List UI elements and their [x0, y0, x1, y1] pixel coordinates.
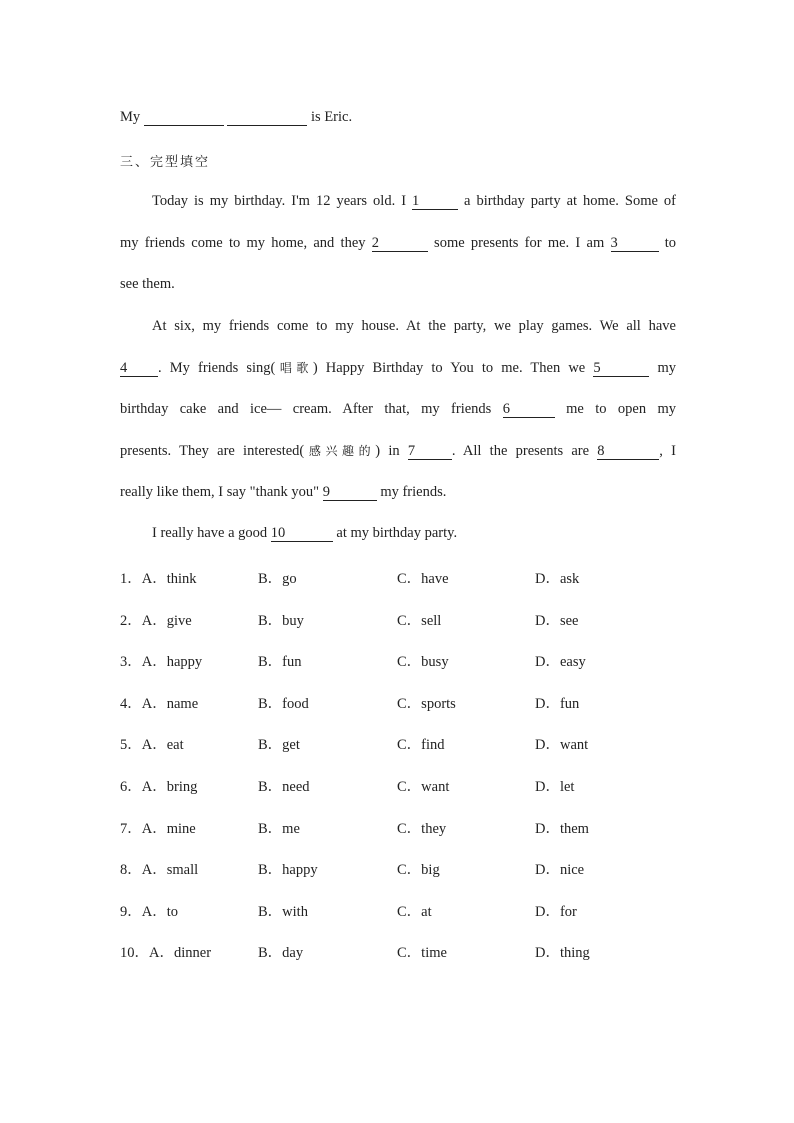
option-row — [120, 941, 680, 961]
option-c[interactable]: C．want — [397, 779, 450, 795]
option-row — [120, 775, 680, 795]
passage-line — [120, 276, 676, 293]
name-sentence — [120, 109, 352, 126]
option-text: give — [166, 613, 192, 629]
option-b[interactable]: B．get — [258, 737, 300, 753]
option-d[interactable]: D．for — [535, 904, 577, 920]
blank-line — [227, 110, 307, 126]
option-d[interactable]: D．them — [535, 821, 589, 837]
option-d[interactable]: D．want — [535, 737, 589, 753]
passage-text: presents. They are interested( — [120, 443, 305, 459]
option-row — [120, 609, 680, 629]
option-text: name — [166, 696, 199, 712]
option-b[interactable]: B．need — [258, 779, 310, 795]
blank-4: 4 — [120, 361, 158, 377]
question-number: 3．A． — [120, 654, 167, 670]
passage-text: , I — [659, 443, 676, 459]
question-number: 2．A． — [120, 613, 167, 629]
section-title: 三、完型填空 — [120, 155, 211, 170]
option-row — [120, 650, 680, 670]
option-row — [120, 733, 680, 753]
option-d[interactable]: D．thing — [535, 945, 590, 961]
passage-text: really like them, I say "thank you" — [120, 484, 320, 500]
option-a[interactable] — [120, 858, 198, 879]
chinese-gloss: 唱歌 — [275, 361, 313, 375]
question-number: 6．A． — [120, 779, 167, 795]
passage-text: a birthday party at home. Some of — [464, 193, 676, 209]
option-d[interactable]: D．easy — [535, 654, 586, 670]
option-row — [120, 900, 680, 920]
question-number: 1．A． — [120, 571, 167, 587]
option-b[interactable]: B．with — [258, 904, 308, 920]
question-number: 4．A． — [120, 696, 167, 712]
option-text: eat — [166, 737, 184, 753]
option-a[interactable] — [120, 650, 202, 671]
option-a[interactable] — [120, 733, 184, 754]
blank-8: 8 — [597, 444, 659, 460]
blank-10: 10 — [271, 526, 333, 542]
option-a[interactable] — [120, 900, 178, 921]
passage-text: to — [664, 235, 677, 251]
option-d[interactable]: D．ask — [535, 571, 580, 587]
passage-text: ) Happy Birthday to You to me. Then we — [312, 360, 586, 376]
option-row — [120, 567, 680, 587]
passage-line — [120, 484, 676, 501]
option-text: dinner — [173, 945, 212, 961]
option-b[interactable]: B．happy — [258, 862, 318, 878]
passage-text: At six, my friends come to my house. At the party, we play games. We all have — [152, 318, 676, 334]
option-c[interactable]: C．have — [397, 571, 449, 587]
option-text: think — [166, 571, 197, 587]
option-b[interactable]: B．go — [258, 571, 297, 587]
question-number: 7．A． — [120, 821, 167, 837]
passage-line — [120, 442, 676, 460]
passage-line — [120, 525, 676, 542]
option-a[interactable] — [120, 817, 196, 838]
option-d[interactable]: D．let — [535, 779, 575, 795]
blank-2: 2 — [372, 236, 428, 252]
chinese-gloss: 感兴趣的 — [304, 444, 376, 458]
option-d[interactable]: D．see — [535, 613, 579, 629]
passage-text: birthday cake and ice— cream. After that, my friends — [120, 401, 492, 417]
option-c[interactable]: C．at — [397, 904, 432, 920]
sentence-prefix: My — [120, 109, 141, 125]
option-text: mine — [166, 821, 196, 837]
option-c[interactable]: C．sell — [397, 613, 442, 629]
option-c[interactable]: C．busy — [397, 654, 449, 670]
blank-line — [144, 110, 224, 126]
option-row — [120, 817, 680, 837]
passage-line — [120, 193, 676, 210]
passage-text: me to open my — [566, 401, 676, 417]
option-c[interactable]: C．they — [397, 821, 447, 837]
passage-text: my friends come to my home, and they — [120, 235, 366, 251]
blank-3: 3 — [611, 236, 659, 252]
option-c[interactable]: C．sports — [397, 696, 456, 712]
passage-text: my — [657, 360, 676, 376]
passage-text: my friends. — [380, 484, 447, 500]
blank-9: 9 — [323, 485, 377, 501]
option-a[interactable] — [120, 609, 192, 630]
passage-text: see them. — [120, 276, 175, 292]
question-number: 10．A． — [120, 945, 174, 961]
option-text: to — [166, 904, 179, 920]
blank-7: 7 — [408, 444, 452, 460]
option-b[interactable]: B．buy — [258, 613, 304, 629]
option-a[interactable] — [120, 775, 197, 796]
option-b[interactable]: B．day — [258, 945, 304, 961]
passage-line — [120, 235, 676, 252]
option-text: small — [166, 862, 199, 878]
question-number: 8．A． — [120, 862, 167, 878]
passage-line — [120, 318, 676, 335]
passage-text: at my birthday party. — [336, 525, 458, 541]
sentence-suffix: is Eric. — [311, 109, 353, 125]
option-a[interactable] — [120, 941, 211, 962]
passage-text: . All the presents are — [451, 443, 590, 459]
passage-line — [120, 401, 676, 418]
passage-line — [120, 359, 676, 377]
blank-6: 6 — [503, 402, 555, 418]
passage-text: I really have a good — [152, 525, 268, 541]
option-b[interactable]: B．fun — [258, 654, 302, 670]
question-number: 5．A． — [120, 737, 167, 753]
option-row — [120, 692, 680, 712]
option-text: bring — [166, 779, 198, 795]
option-c[interactable]: C．time — [397, 945, 447, 961]
option-b[interactable]: B．food — [258, 696, 309, 712]
option-c[interactable]: C．find — [397, 737, 445, 753]
passage-text: . My friends sing( — [158, 360, 276, 376]
option-b[interactable]: B．me — [258, 821, 300, 837]
option-d[interactable]: D．fun — [535, 696, 580, 712]
option-a[interactable] — [120, 567, 197, 588]
option-text: happy — [166, 654, 203, 670]
passage-text: Today is my birthday. I'm 12 years old. I — [152, 193, 407, 209]
passage-text: some presents for me. I am — [434, 235, 605, 251]
option-a[interactable] — [120, 692, 198, 713]
blank-1: 1 — [412, 194, 458, 210]
option-row — [120, 858, 680, 878]
passage-text: ) in — [375, 443, 400, 459]
option-d[interactable]: D．nice — [535, 862, 585, 878]
blank-5: 5 — [593, 361, 649, 377]
question-number: 9．A． — [120, 904, 167, 920]
option-c[interactable]: C．big — [397, 862, 440, 878]
